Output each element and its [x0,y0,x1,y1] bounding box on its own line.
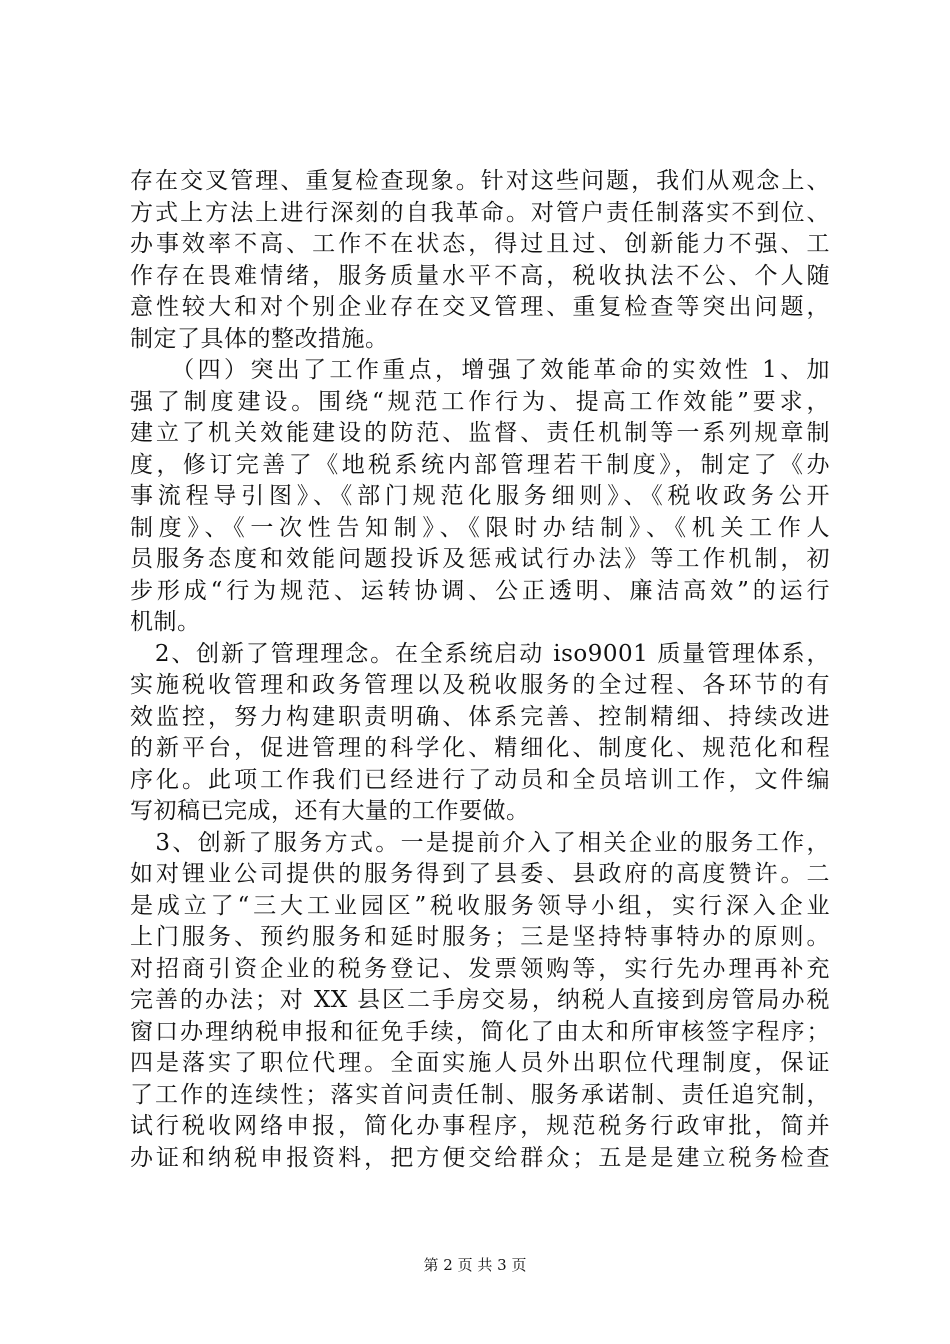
page-footer: 第 2 页 共 3 页 [423,1256,527,1274]
text-line: 方式上方法上进行深刻的自我革命。对管户责任制落实不到位、 [130,199,830,226]
text-line: 对招商引资企业的税务登记、发票领购等，实行先办理再补充 [130,955,830,982]
text-line: 如对锂业公司提供的服务得到了县委、县政府的高度赞许。二 [130,861,830,887]
text-line: 完善的办法；对 XX 县区二手房交易，纳税人直接到房管局办税 [130,987,830,1013]
text-line: 制度》、《一次性告知制》、《限时办结制》、《机关工作人 [130,514,830,541]
text-line: 制定了具体的整改措施。 [130,325,389,352]
text-line: 度，修订完善了《地税系统内部管理若干制度》，制定了《办 [130,451,830,478]
text-line: 办事效率不高、工作不在状态，得过且过、创新能力不强、工 [130,231,830,257]
text-line: 意性较大和对个别企业存在交叉管理、重复检查等突出问题， [130,294,830,320]
text-line: 员服务态度和效能问题投诉及惩戒试行办法》等工作机制，初 [130,546,830,572]
text-line: 效监控，努力构建职责明确、体系完善、控制精细、持续改进 [130,703,830,730]
text-line: 机制。 [130,609,201,635]
text-line: 是成立了“三大工业园区”税收服务领导小组，实行深入企业 [130,892,830,919]
text-line: 作存在畏难情绪，服务质量水平不高，税收执法不公、个人随 [130,262,830,289]
text-line: 窗口办理纳税申报和征免手续，简化了由太和所审核签字程序； [130,1018,830,1045]
text-line: 步形成“行为规范、运转协调、公正透明、廉洁高效”的运行 [130,577,830,604]
body-text [130,166,830,1174]
text-line: 四是落实了职位代理。全面实施人员外出职位代理制度，保证 [130,1050,830,1076]
text-line: 存在交叉管理、重复检查现象。针对这些问题，我们从观念上、 [130,168,830,194]
text-line: 2、创新了管理理念。在全系统启动 iso9001 质量管理体系， [130,640,830,667]
text-line: 强了制度建设。围绕“规范工作行为、提高工作效能”要求， [130,388,830,415]
text-line: 建立了机关效能建设的防范、监督、责任机制等一系列规章制 [130,420,830,446]
text-line: 试行税收网络申报，简化办事程序，规范税务行政审批，简并 [130,1113,830,1139]
text-line: 事流程导引图》、《部门规范化服务细则》、《税收政务公开 [130,483,830,509]
text-line: 写初稿已完成，还有大量的工作要做。 [130,798,530,824]
text-line: 的新平台，促进管理的科学化、精细化、制度化、规范化和程 [130,735,830,761]
text-line: （四）突出了工作重点，增强了效能革命的实效性 1、加 [130,357,830,383]
text-line: 上门服务、预约服务和延时服务；三是坚持特事特办的原则。 [130,924,830,950]
text-line: 实施税收管理和政务管理以及税收服务的全过程、各环节的有 [130,672,830,698]
text-line: 了工作的连续性；落实首问责任制、服务承诺制、责任追究制， [130,1081,830,1108]
text-line: 办证和纳税申报资料，把方便交给群众；五是是建立税务检查 [130,1144,830,1171]
text-line: 序化。此项工作我们已经进行了动员和全员培训工作，文件编 [130,766,830,793]
text-line: 3、创新了服务方式。一是提前介入了相关企业的服务工作， [130,829,830,856]
